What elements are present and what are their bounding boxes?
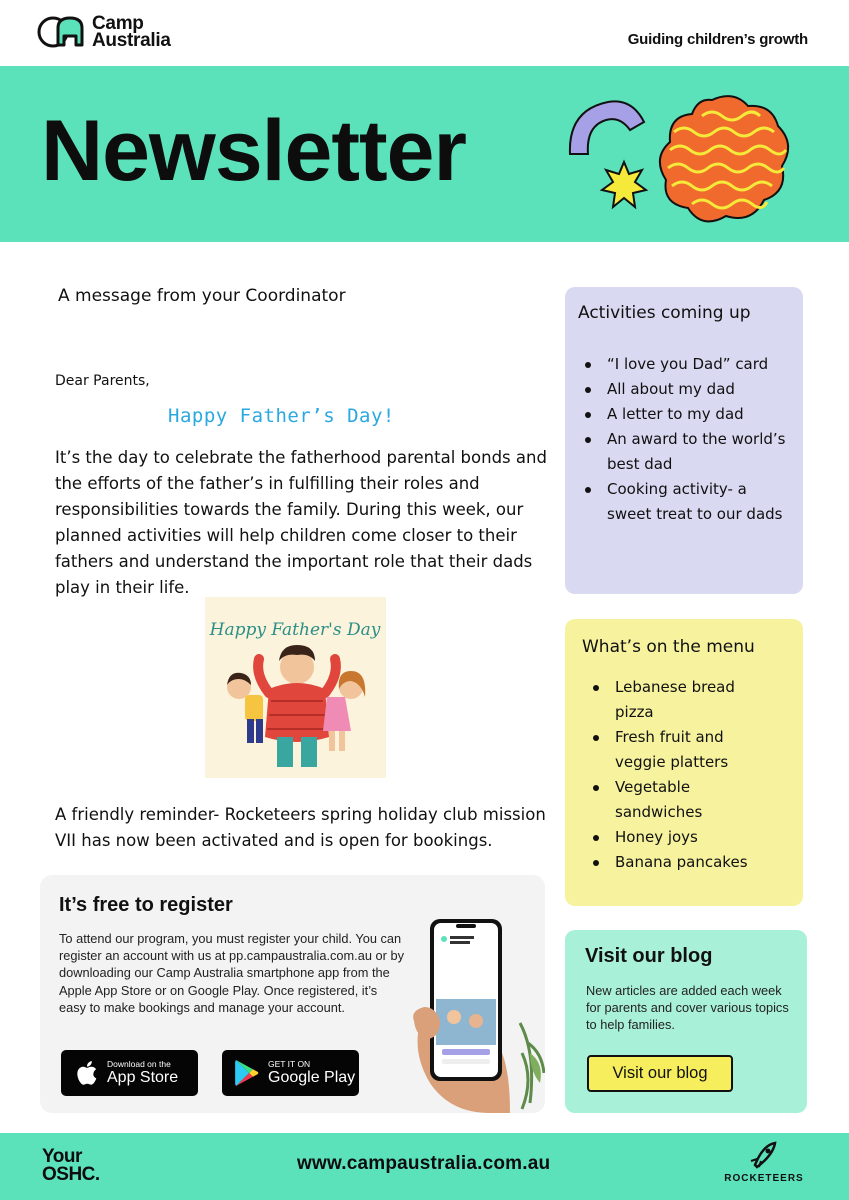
activities-list	[583, 352, 793, 527]
happy-fathers-day-heading: Happy Father’s Day!	[168, 405, 395, 427]
register-body: To attend our program, you must register your child. You can register an account with us at pp.campaustralia.com.au or by downloading our Camp Australia smartphone app from the Apple App Store or on Google Play. Once registered, it’s easy to make bookings and manage your account.	[59, 931, 404, 1015]
banner-title: Newsletter	[41, 103, 466, 199]
your-oshc-logo	[42, 1148, 100, 1184]
list-item: Fresh fruit and veggie platters	[591, 725, 771, 775]
list-item: Banana pancakes	[591, 850, 771, 875]
rocketeers-logo	[719, 1141, 809, 1193]
tagline: Guiding children’s growth	[627, 31, 808, 48]
app-store-label: App Store	[107, 1069, 179, 1086]
google-play-label: Google Play	[268, 1069, 356, 1086]
register-title: It’s free to register	[59, 894, 233, 916]
decorative-shapes-icon	[562, 92, 794, 240]
google-play-button[interactable]	[222, 1050, 359, 1096]
website-link[interactable]: www.campaustralia.com.au	[297, 1153, 551, 1174]
activities-title: Activities coming up	[578, 303, 751, 323]
blog-body: New articles are added each week for parents and cover various topics to help families.	[586, 983, 789, 1032]
fathers-day-illustration	[205, 597, 386, 778]
coordinator-heading: A message from your Coordinator	[58, 286, 346, 306]
phone-in-hand-icon	[410, 903, 545, 1113]
newsletter-banner	[0, 66, 849, 242]
list-item: An award to the world’s best dad	[583, 427, 793, 477]
menu-title: What’s on the menu	[582, 637, 755, 657]
activities-panel	[565, 287, 803, 594]
list-item: Lebanese bread pizza	[591, 675, 771, 725]
google-play-icon	[234, 1059, 260, 1087]
list-item: A letter to my dad	[583, 402, 793, 427]
logo-text-australia: Australia	[92, 30, 171, 51]
list-item: “I love you Dad” card	[583, 352, 793, 377]
apple-icon	[73, 1059, 99, 1087]
your-oshc-line1: Your	[42, 1146, 82, 1167]
illustration-caption: Happy Father's Day	[209, 620, 381, 640]
register-panel	[40, 875, 545, 1113]
list-item: All about my dad	[583, 377, 793, 402]
reminder-paragraph: A friendly reminder- Rocketeers spring holiday club mission VII has now been activated and is open for bookings.	[55, 805, 546, 850]
blog-panel	[565, 930, 807, 1113]
rocketeers-label: ROCKETEERS	[724, 1173, 804, 1184]
body-paragraph: It’s the day to celebrate the fatherhood parental bonds and the efforts of the father’s in fulfilling their roles and responsibilities towards the family. During this week, our planned activities will help children come closer to their fathers and understand the important role that their dads play in their life.	[55, 448, 547, 597]
footer	[0, 1133, 849, 1200]
father-and-kids-illustration-icon	[205, 597, 386, 778]
visit-blog-button[interactable]: Visit our blog	[587, 1055, 733, 1092]
blog-title: Visit our blog	[585, 945, 713, 967]
menu-panel	[565, 619, 803, 906]
greeting: Dear Parents,	[55, 373, 150, 389]
rocketeers-logo-icon	[749, 1141, 779, 1169]
logo-text-camp: Camp	[92, 13, 144, 34]
list-item: Vegetable sandwiches	[591, 775, 771, 825]
camp-australia-logo	[36, 14, 171, 50]
your-oshc-line2: OSHC.	[42, 1164, 100, 1185]
camp-australia-logo-icon	[36, 14, 90, 50]
google-play-small-label: GET IT ON	[268, 1059, 311, 1069]
app-store-small-label: Download on the	[107, 1059, 171, 1069]
menu-list	[591, 675, 771, 875]
app-store-button[interactable]	[61, 1050, 198, 1096]
list-item: Cooking activity- a sweet treat to our dads	[583, 477, 793, 527]
list-item: Honey joys	[591, 825, 771, 850]
